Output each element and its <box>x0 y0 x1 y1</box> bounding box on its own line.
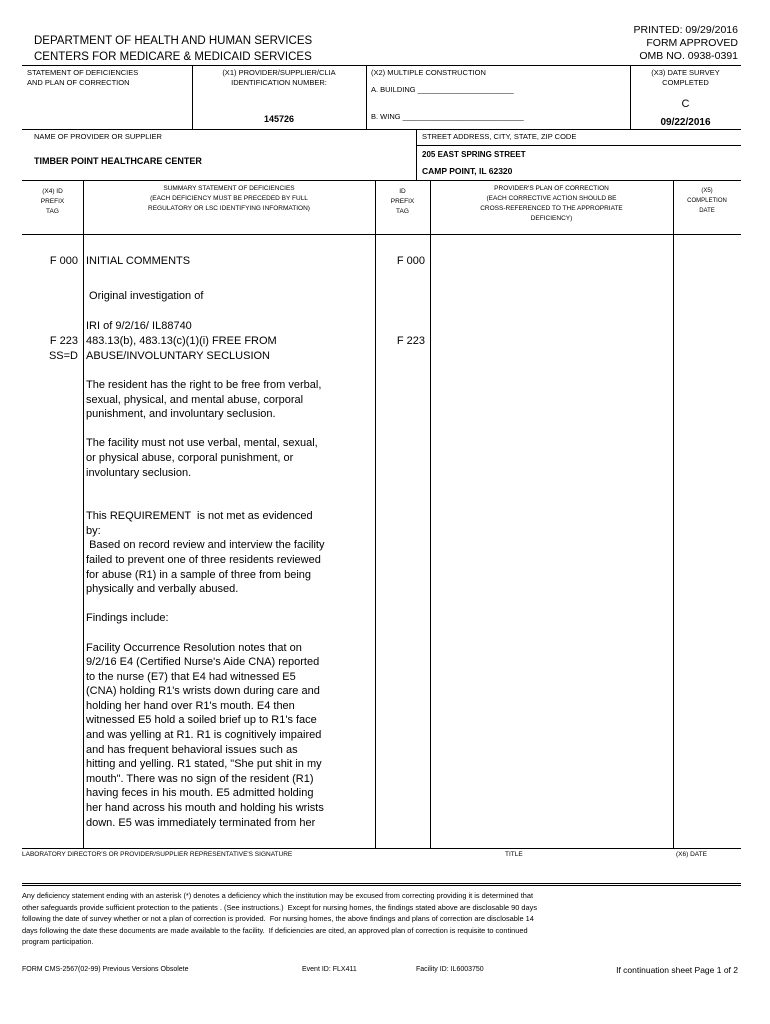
wing-field: B. WING _____________________________ <box>371 112 524 121</box>
tag-f223-left: F 223 <box>49 335 78 347</box>
city-state-zip: CAMP POINT, IL 62320 <box>422 166 513 176</box>
id-header: ID PREFIX TAG <box>390 188 415 215</box>
scope-severity: SS=D <box>48 350 78 362</box>
street-address: 205 EAST SPRING STREET <box>422 150 526 159</box>
form-approved: FORM APPROVED <box>646 37 738 49</box>
tag-f000-right: F 000 <box>396 255 425 267</box>
plan-header: PROVIDER'S PLAN OF CORRECTION (EACH CORRECTIVE ACTION SHOULD BE CROSS-REFERENCED TO THE APPROPRIATE DEFICIENCY) <box>480 185 623 222</box>
omb-number: OMB NO. 0938-0391 <box>639 50 738 62</box>
dept-line-1: DEPARTMENT OF HEALTH AND HUMAN SERVICES <box>34 35 313 47</box>
event-id: Event ID: FLX411 <box>302 966 357 973</box>
printed-date: PRINTED: 09/29/2016 <box>633 24 738 36</box>
provider-name: TIMBER POINT HEALTHCARE CENTER <box>34 156 202 166</box>
requirement-not-met-paragraph: This REQUIREMENT is not met as evidenced by: Based on record review and interview the facility failed to prevent one of three residents reviewed for abuse (R1) in a sample of three from being physically and verbally abused. <box>86 510 325 596</box>
provider-id-label: (X1) PROVIDER/SUPPLIER/CLIA IDENTIFICATION NUMBER: <box>222 68 336 87</box>
date-label: (X6) DATE <box>676 851 707 858</box>
building-field: A. BUILDING _______________________ <box>371 85 514 94</box>
department-header <box>34 33 312 65</box>
dept-line-2: CENTERS FOR MEDICARE & MEDICAID SERVICES <box>34 51 312 63</box>
regulation-citation: 483.13(b), 483.13(c)(1)(i) FREE FROM <box>86 335 277 347</box>
date-survey-label: (X3) DATE SURVEY COMPLETED <box>651 68 720 87</box>
multiple-construction-label: (X2) MULTIPLE CONSTRUCTION <box>371 68 486 77</box>
findings-paragraph: Facility Occurrence Resolution notes that on 9/2/16 E4 (Certified Nurse's Aide CNA) reported to the nurse (E7) that E4 had witnessed E5 (CNA) holding R1's wrists down during care and holding her hand over R1's mouth. E4 then witnessed E5 hold a soiled brief up to R1's face and was yelling at R1. R1 is cognitively impaired and has frequent behavioral issues such as hitting and yelling. R1 stated, "She put shit in my mouth". There was no sign of the resident (R1) having feces in his mouth. E5 admitted holding her hand across his mouth and holding his wrists down. E5 was immediately terminated from her <box>86 641 324 829</box>
x4-header: (X4) ID PREFIX TAG <box>40 188 65 215</box>
form-number: FORM CMS-2567(02-99) Previous Versions Obsolete <box>22 966 189 973</box>
summary-header: SUMMARY STATEMENT OF DEFICIENCIES (EACH DEFICIENCY MUST BE PRECEDED BY FULL REGULATORY OR LSC IDENTIFYING INFORMATION) <box>148 185 310 212</box>
survey-code: C <box>681 98 690 110</box>
resident-rights-paragraph: The resident has the right to be free from verbal, sexual, physical, and mental abuse, corporal punishment, and involuntary seclusion. <box>86 379 322 421</box>
iri-line: IRI of 9/2/16/ IL88740 <box>86 320 192 332</box>
title-label: TITLE <box>505 851 523 858</box>
facility-id: Facility ID: IL6003750 <box>416 966 484 973</box>
initial-comments: INITIAL COMMENTS <box>86 255 191 267</box>
tag-f000-left: F 000 <box>49 255 78 267</box>
address-label: STREET ADDRESS, CITY, STATE, ZIP CODE <box>422 132 577 141</box>
form-approval-block <box>634 24 738 63</box>
findings-heading: Findings include: <box>86 612 169 625</box>
provider-name-label: NAME OF PROVIDER OR SUPPLIER <box>34 132 162 141</box>
page-indicator: If continuation sheet Page 1 of 2 <box>616 965 738 975</box>
survey-date: 09/22/2016 <box>660 117 711 128</box>
disclosure-footnote: Any deficiency statement ending with an asterisk (*) denotes a deficiency which the institution may be excused from correcting providing it is determined that other safeguards provide sufficient protection to the patients . (See instructions.) Except for nursing homes, the findings stated above are disclosable 90 days following the date of survey whether or not a plan of correction is provided. For nursing homes, the above findings and plans of correction are disclosable 14 days following the date these documents are made available to the facility. If deficiencies are cited, an approved plan of correction is requisite to continued program participation. <box>22 891 538 946</box>
completion-header: (X5) COMPLETION DATE <box>687 188 727 214</box>
regulation-title: ABUSE/INVOLUNTARY SECLUSION <box>86 350 270 362</box>
statement-label: STATEMENT OF DEFICIENCIES AND PLAN OF CORRECTION <box>27 68 139 87</box>
tag-f223-right: F 223 <box>396 335 425 347</box>
provider-id-value: 145726 <box>263 114 295 124</box>
facility-prohibition-paragraph: The facility must not use verbal, mental, sexual, or physical abuse, corporal punishment, or involuntary seclusion. <box>86 437 318 479</box>
original-investigation: Original investigation of <box>86 290 204 302</box>
signature-label: LABORATORY DIRECTOR'S OR PROVIDER/SUPPLIER REPRESENTATIVE'S SIGNATURE <box>22 851 293 858</box>
deficiency-narrative <box>86 378 372 845</box>
